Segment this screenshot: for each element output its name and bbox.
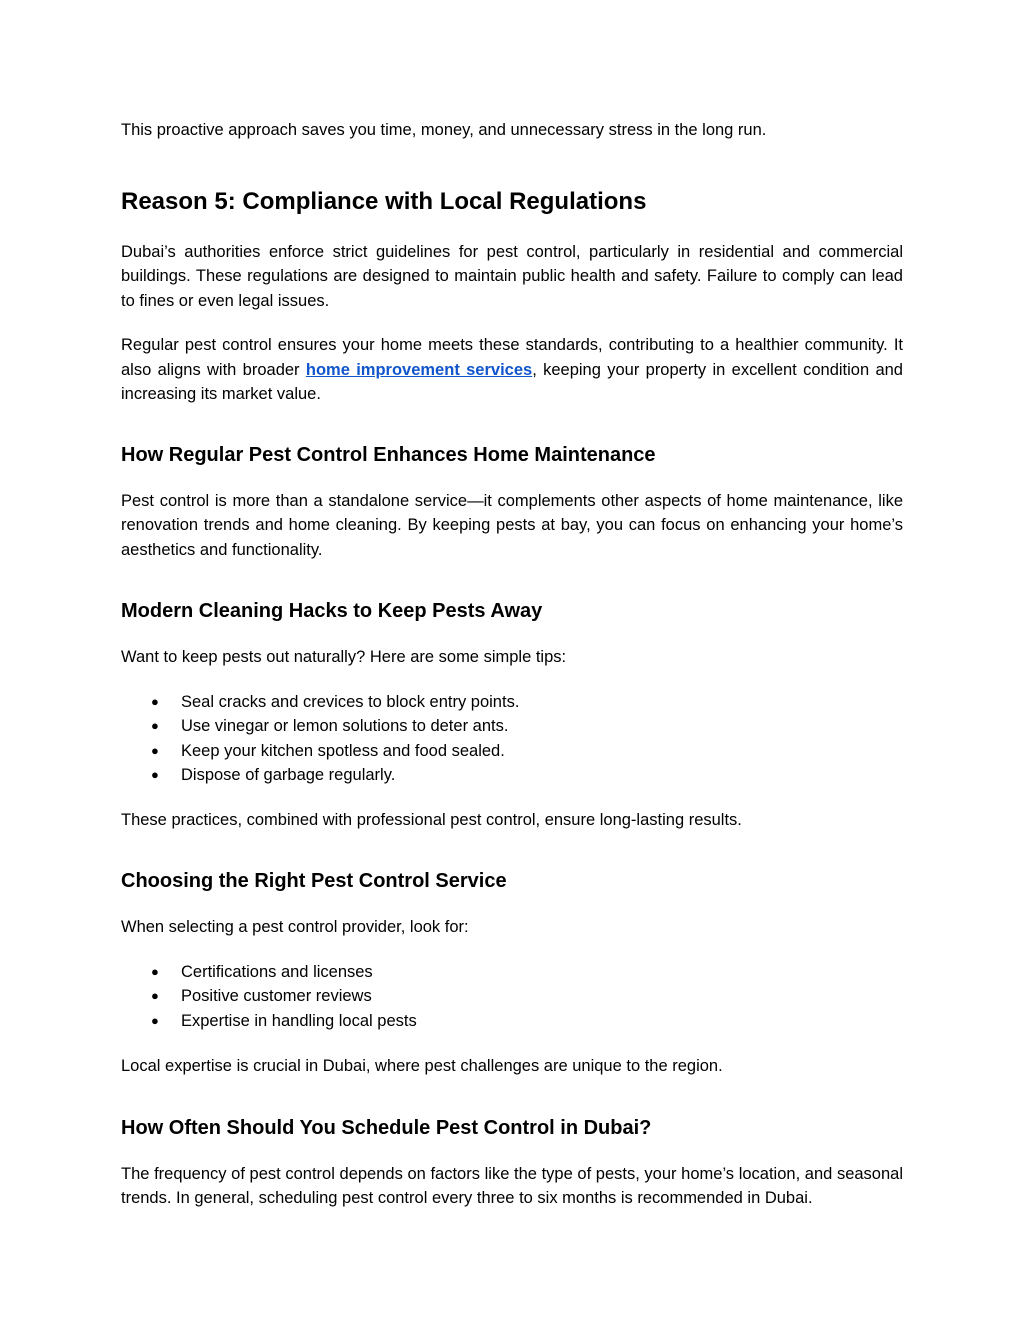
cleaning-intro: Want to keep pests out naturally? Here are some simple tips: [121, 648, 567, 666]
list-item-text: Certifications and licenses [181, 962, 373, 981]
choosing-intro: When selecting a pest control provider, look for: [121, 918, 469, 936]
list-item [121, 714, 903, 739]
list-item-text: Keep your kitchen spotless and food sealed. [181, 741, 505, 760]
cleaning-outro: These practices, combined with professional pest control, ensure long-lasting results. [121, 810, 742, 829]
reason5-paragraph-2 [121, 333, 903, 407]
choosing-criteria-list [121, 960, 903, 1034]
cleaning-heading: Modern Cleaning Hacks to Keep Pests Away [121, 600, 543, 622]
cleaning-tips-list [121, 690, 903, 788]
list-item [121, 690, 903, 715]
list-item [121, 984, 903, 1009]
bullet-icon: ● [151, 1012, 159, 1028]
list-item [121, 763, 903, 788]
choosing-heading: Choosing the Right Pest Control Service [121, 870, 507, 892]
bullet-icon: ● [151, 767, 159, 782]
document-page [121, 118, 903, 1211]
maintenance-heading: How Regular Pest Control Enhances Home Maintenance [121, 443, 656, 466]
frequency-heading: How Often Should You Schedule Pest Control in Dubai? [121, 1116, 652, 1139]
list-item-text: Seal cracks and crevices to block entry points. [181, 692, 520, 711]
bullet-icon: ● [151, 742, 159, 758]
frequency-paragraph: The frequency of pest control depends on factors like the type of pests, your home’s location, and seasonal trends. In general, scheduling pest control every three to six months is recommended in Dubai. [121, 1164, 903, 1207]
maintenance-paragraph: Pest control is more than a standalone service—it complements other aspects of home maintenance, like renovation trends and home cleaning. By keeping pests at bay, you can focus on enhancing your home’s aesthetics and functionality. [121, 491, 903, 559]
home-improvement-services-link[interactable]: home improvement services [305, 360, 533, 379]
reason5-paragraph-2-text-after: , keeping your property in excellent condition and increasing its market value. [121, 360, 903, 403]
intro-paragraph: This proactive approach saves you time, money, and unnecessary stress in the long run. [121, 121, 767, 139]
list-item [121, 1009, 903, 1034]
bullet-icon: ● [151, 693, 159, 709]
reason5-paragraph-2-text-before: Regular pest control ensures your home meets these standards, contributing to a healthier community. It also aligns with broader [121, 336, 903, 379]
list-item [121, 739, 903, 764]
bullet-icon: ● [151, 718, 159, 733]
bullet-icon: ● [151, 963, 159, 979]
bullet-icon: ● [151, 988, 159, 1003]
list-item-text: Positive customer reviews [181, 987, 372, 1005]
choosing-outro: Local expertise is crucial in Dubai, where pest challenges are unique to the region. [121, 1057, 723, 1075]
list-item [121, 960, 903, 985]
list-item-text: Dispose of garbage regularly. [181, 766, 396, 784]
reason5-paragraph-1: Dubai’s authorities enforce strict guidelines for pest control, particularly in residential and commercial buildings. These regulations are designed to maintain public health and safety. Failure to comply can lead to fines or even legal issues. [121, 242, 903, 310]
list-item-text: Expertise in handling local pests [181, 1011, 417, 1030]
reason5-heading: Reason 5: Compliance with Local Regulations [121, 187, 647, 215]
list-item-text: Use vinegar or lemon solutions to deter ants. [181, 717, 509, 735]
